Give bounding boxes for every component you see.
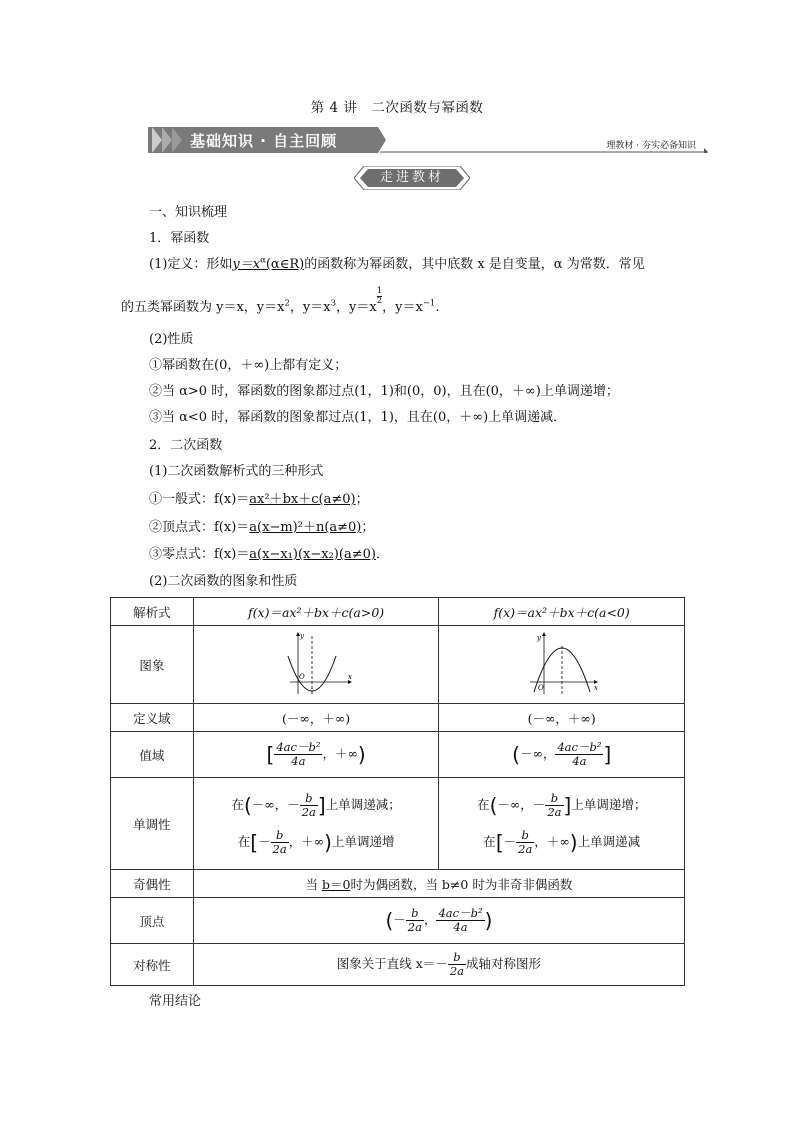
- table-row: [111, 704, 685, 732]
- graph-downward-parabola: [439, 626, 685, 704]
- header-negative: f(x)＝ax²＋bx＋c(a<0): [439, 598, 685, 626]
- range-positive: [ $\frac{\text{4ac－b²}}{4a}$ ，＋∞): [193, 732, 439, 778]
- monotonicity-negative: 在(－∞，－ $\frac{b}{2a}$ ]上单调递增； 在[－ $\frac{b}{2a}$ ，＋∞)上单调递减: [439, 778, 685, 870]
- row-label: 单调性: [111, 778, 194, 870]
- form-vertex: ②顶点式：f(x)＝a(x−m)²＋n(a≠0)；: [149, 520, 375, 535]
- row-label: 对称性: [111, 944, 194, 986]
- x-axis-label: x: [348, 672, 353, 681]
- heading-quadratic: 2．二次函数: [149, 438, 223, 453]
- row-label: 定义域: [111, 704, 194, 732]
- table-row: [111, 598, 685, 626]
- heading-power-function: 1．幂函数: [149, 231, 210, 246]
- table-row: [111, 944, 685, 986]
- graph-upward-parabola: [193, 626, 439, 704]
- y-axis-label: y: [300, 631, 305, 640]
- property-2: ②当 α>0 时，幂函数的图象都过点(1，1)和(0，0)，且在(0，＋∞)上单调递增；: [149, 384, 619, 399]
- table-row: [111, 778, 685, 870]
- banner-title: 基础知识 · 自主回顾: [190, 132, 338, 150]
- definition-line: (1)定义：形如$y=x^\alpha(\alpha\in R)$的函数称为幂函数，其中底数 x 是自变量，α 为常数．常见: [149, 255, 645, 272]
- range-negative: (－∞， $\frac{\text{4ac－b²}}{4a}$ ]: [439, 732, 685, 778]
- section-label-badge: [354, 166, 470, 190]
- row-label: 图象: [111, 626, 194, 704]
- header-positive: f(x)＝ax²＋bx＋c(a>0): [193, 598, 439, 626]
- domain-negative: (－∞，＋∞): [439, 704, 685, 732]
- row-label: 顶点: [111, 898, 194, 944]
- x-axis-label: x: [593, 683, 598, 692]
- banner-subtitle: 理教材 · 夯实必备知识: [606, 141, 696, 151]
- page-title: 第 4 讲 二次函数与幂函数: [310, 100, 484, 116]
- quadratic-property-table: [110, 597, 685, 986]
- property-1: ①幂函数在(0，＋∞)上都有定义；: [149, 358, 348, 373]
- table-row: [111, 898, 685, 944]
- property-title: (2)性质: [149, 332, 194, 347]
- forms-title: (1)二次函数解析式的三种形式: [149, 464, 324, 479]
- property-3: ③当 α<0 时，幂函数的图象都过点(1，1)，且在(0，＋∞)上单调递减．: [149, 410, 567, 425]
- section-label-text: 走进教材: [379, 170, 444, 185]
- monotonicity-positive: 在(－∞，－ $\frac{b}{2a}$ ]上单调递减； 在[－ $\frac{b}{2a}$ ，＋∞)上单调递增: [193, 778, 439, 870]
- five-power-functions: 的五类幂函数为 y＝x，$y=x^2$，$y=x^3$，y＝x $\frac{1}{2}$ ，$y=x^{-1}$.: [121, 286, 440, 315]
- row-label: 奇偶性: [111, 870, 194, 898]
- row-label: 解析式: [111, 598, 194, 626]
- common-conclusions-heading: 常用结论: [149, 994, 202, 1009]
- origin-label: O: [537, 683, 544, 692]
- table-row: [111, 870, 685, 898]
- origin-label: O: [299, 672, 305, 681]
- row-label: 值域: [111, 732, 194, 778]
- graph-title: (2)二次函数的图象和性质: [149, 574, 298, 589]
- form-zero: ③零点式：f(x)＝a(x−x₁)(x−x₂)(a≠0)．: [149, 547, 389, 562]
- table-row: [111, 732, 685, 778]
- form-general: ①一般式：f(x)＝ax²＋bx＋c(a≠0)；: [149, 492, 369, 507]
- domain-positive: (－∞，＋∞): [193, 704, 439, 732]
- heading-knowledge: 一、知识梳理: [149, 205, 228, 220]
- y-axis-label: y: [536, 633, 541, 642]
- parity-cell: 当 b＝0时为偶函数，当 b≠0 时为非奇非偶函数: [193, 870, 684, 898]
- table-row: [111, 626, 685, 704]
- vertex-cell: (－ $\frac{b}{2a}$ ， $\frac{\text{4ac－b²}}{4a}$ ): [193, 898, 684, 944]
- symmetry-cell: 图象关于直线 x＝－ $\frac{b}{2a}$ 成轴对称图形: [193, 944, 684, 986]
